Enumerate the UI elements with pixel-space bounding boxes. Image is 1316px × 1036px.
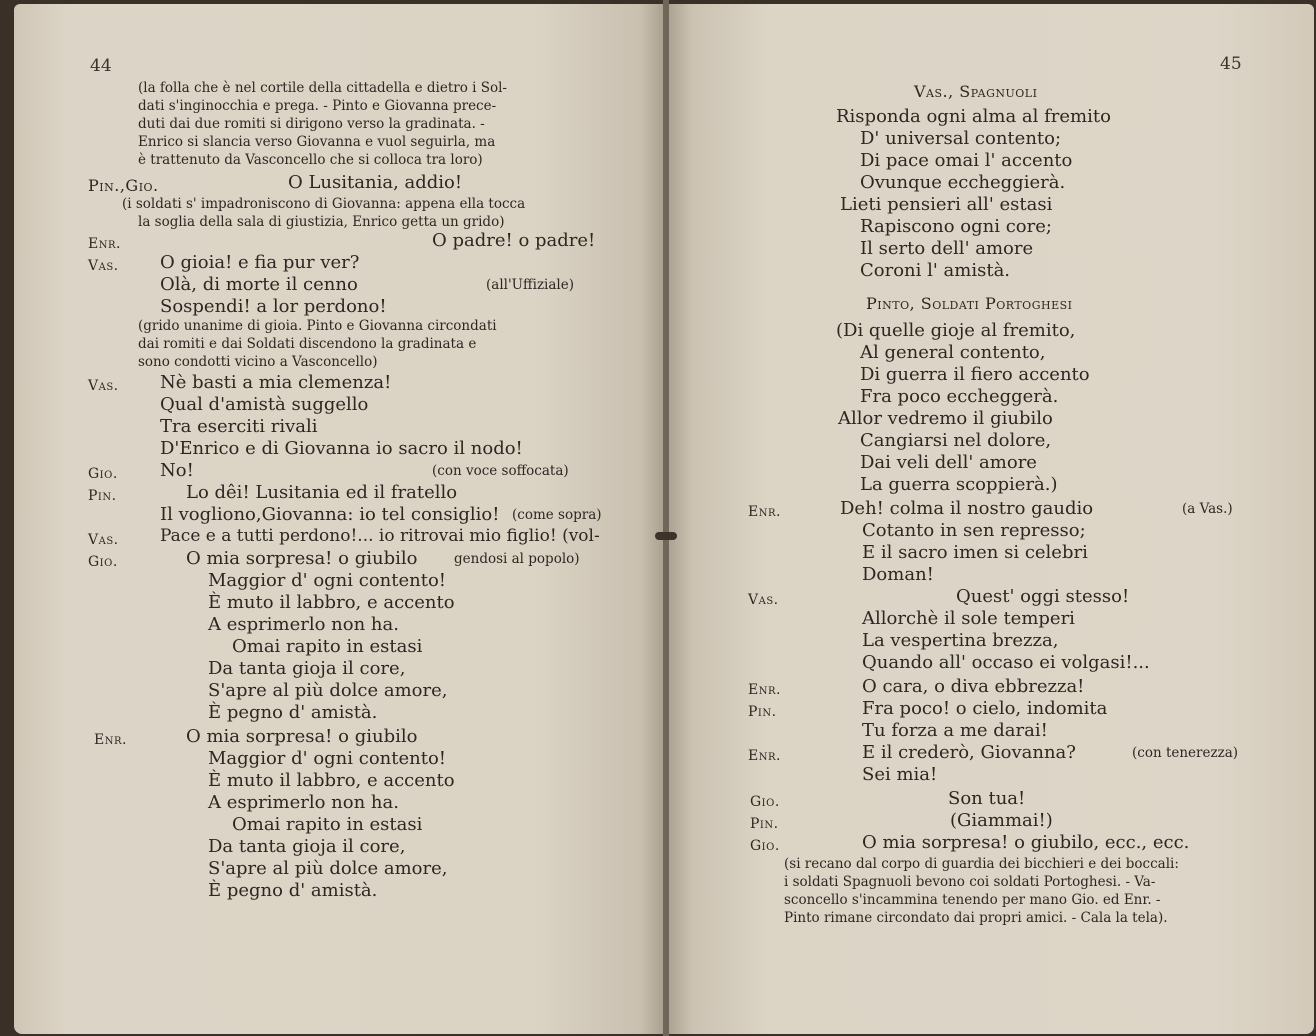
left-page — [14, 4, 666, 1034]
verse-line: Rapiscono ogni core; — [860, 216, 1052, 237]
stage-direction-line: Pinto rimane circondato dai propri amici. - Cala la tela). — [784, 910, 1168, 926]
verse-line: Pace e a tutti perdono!... io ritrovai mio figlio! (vol- — [160, 526, 600, 546]
verse-line: La vespertina brezza, — [862, 630, 1059, 651]
verse-line: Qual d'amistà suggello — [160, 394, 369, 415]
right-page — [666, 4, 1314, 1034]
speaker-label: Pin.,Gio. — [88, 176, 159, 195]
stage-direction-line: i soldati Spagnuoli bevono coi soldati Portoghesi. - Va- — [784, 874, 1156, 890]
verse-line: No! — [160, 460, 194, 481]
speaker-label: Enr. — [88, 236, 121, 252]
verse-line: Sospendi! a lor perdono! — [160, 296, 387, 317]
stage-note: (a Vas.) — [1182, 501, 1233, 517]
verse-line: Il vogliono,Giovanna: io tel consiglio! — [160, 504, 500, 525]
verse-line: Omai rapito in estasi — [232, 636, 423, 657]
verse-line: D' universal contento; — [860, 128, 1062, 149]
verse-line: O Lusitania, addio! — [288, 172, 463, 193]
verse-line: Al general contento, — [860, 342, 1046, 363]
verse-line: E il crederò, Giovanna? — [862, 742, 1076, 763]
verse-line: Fra poco! o cielo, indomita — [862, 698, 1108, 719]
stage-direction-line: Enrico si slancia verso Giovanna e vuol seguirla, ma — [138, 134, 496, 150]
verse-line: Maggior d' ogni contento! — [208, 748, 447, 769]
verse-line: Tra eserciti rivali — [160, 416, 318, 437]
verse-line: Doman! — [862, 564, 934, 585]
verse-line: Risponda ogni alma al fremito — [836, 106, 1111, 127]
binding-thread — [655, 532, 677, 540]
verse-line: Fra poco eccheggerà. — [860, 386, 1059, 407]
verse-line: A esprimerlo non ha. — [208, 792, 399, 813]
section-heading: Pinto, Soldati Portoghesi — [866, 294, 1073, 313]
stage-direction-line: sconcello s'incammina tenendo per mano Gio. ed Enr. - — [784, 892, 1161, 908]
verse-line: Quest' oggi stesso! — [956, 586, 1130, 607]
speaker-label: Vas. — [88, 258, 119, 274]
stage-direction-line: la soglia della sala di giustizia, Enrico getta un grido) — [138, 214, 505, 230]
verse-line: S'apre al più dolce amore, — [208, 858, 448, 879]
speaker-label: Enr. — [748, 504, 781, 520]
speaker-label: Pin. — [750, 816, 779, 832]
stage-note: (con voce soffocata) — [432, 463, 569, 479]
stage-direction-line: dai romiti e dai Soldati discendono la gradinata e — [138, 336, 477, 352]
stage-note: (all'Uffiziale) — [486, 277, 575, 293]
verse-line: Omai rapito in estasi — [232, 814, 423, 835]
stage-note: (con tenerezza) — [1132, 745, 1239, 761]
stage-direction-line: (la folla che è nel cortile della cittadella e dietro i Sol- — [138, 80, 507, 96]
verse-line: O mia sorpresa! o giubilo — [186, 548, 418, 569]
verse-line: È muto il labbro, e accento — [208, 770, 455, 791]
verse-line: Il serto dell' amore — [860, 238, 1034, 259]
verse-line: E il sacro imen si celebri — [862, 542, 1088, 563]
verse-line: Cotanto in sen represso; — [862, 520, 1086, 541]
verse-line: Coroni l' amistà. — [860, 260, 1011, 281]
verse-line: La guerra scoppierà.) — [860, 474, 1058, 495]
speaker-label: Pin. — [88, 488, 117, 504]
speaker-label: Vas. — [88, 378, 119, 394]
speaker-label: Enr. — [748, 748, 781, 764]
verse-line: È muto il labbro, e accento — [208, 592, 455, 613]
speaker-label: Gio. — [88, 466, 118, 482]
stage-direction-line: (si recano dal corpo di guardia dei bicchieri e dei boccali: — [784, 856, 1179, 872]
stage-direction-line: è trattenuto da Vasconcello che si colloca tra loro) — [138, 152, 483, 168]
verse-line: Dai veli dell' amore — [860, 452, 1037, 473]
page-number-left: 44 — [90, 56, 112, 76]
speaker-label: Enr. — [94, 732, 127, 748]
verse-line: Ovunque eccheggierà. — [860, 172, 1066, 193]
verse-line: A esprimerlo non ha. — [208, 614, 399, 635]
verse-line: È pegno d' amistà. — [208, 880, 378, 901]
verse-line: Da tanta gioja il core, — [208, 836, 406, 857]
verse-line: O mia sorpresa! o giubilo — [186, 726, 418, 747]
verse-line: Deh! colma il nostro gaudio — [840, 498, 1094, 519]
speaker-label: Vas. — [748, 592, 779, 608]
section-heading: Vas., Spagnuoli — [914, 82, 1038, 101]
verse-line: Lo dêi! Lusitania ed il fratello — [186, 482, 458, 503]
verse-line: Sei mia! — [862, 764, 938, 785]
verse-line: Da tanta gioja il core, — [208, 658, 406, 679]
stage-direction-line: duti dai due romiti si dirigono verso la gradinata. - — [138, 116, 485, 132]
verse-line: Di guerra il fiero accento — [860, 364, 1090, 385]
stage-direction-line: (i soldati s' impadroniscono di Giovanna: appena ella tocca — [122, 196, 526, 212]
verse-line: D'Enrico e di Giovanna io sacro il nodo! — [160, 438, 523, 459]
verse-line: Allorchè il sole temperi — [862, 608, 1075, 629]
stage-note: (come sopra) — [512, 507, 602, 523]
page-number-right: 45 — [1220, 54, 1242, 74]
verse-line: Nè basti a mia clemenza! — [160, 372, 392, 393]
verse-line: O gioia! e fia pur ver? — [160, 252, 360, 273]
verse-line: O mia sorpresa! o giubilo, ecc., ecc. — [862, 832, 1190, 853]
verse-line: Di pace omai l' accento — [860, 150, 1073, 171]
stage-note: gendosi al popolo) — [454, 551, 580, 567]
verse-line: Cangiarsi nel dolore, — [860, 430, 1052, 451]
verse-line: (Giammai!) — [950, 810, 1053, 831]
speaker-label: Gio. — [88, 554, 118, 570]
verse-line: Olà, di morte il cenno — [160, 274, 358, 295]
speaker-label: Enr. — [748, 682, 781, 698]
speaker-label: Vas. — [88, 532, 119, 548]
verse-line: Allor vedremo il giubilo — [838, 408, 1053, 429]
stage-direction-line: (grido unanime di gioia. Pinto e Giovanna circondati — [138, 318, 497, 334]
verse-line: (Di quelle gioje al fremito, — [836, 320, 1076, 341]
verse-line: È pegno d' amistà. — [208, 702, 378, 723]
speaker-label: Gio. — [750, 794, 780, 810]
verse-line: O padre! o padre! — [432, 230, 596, 251]
verse-line: Lieti pensieri all' estasi — [840, 194, 1053, 215]
verse-line: Quando all' occaso ei volgasi!... — [862, 652, 1150, 673]
verse-line: Maggior d' ogni contento! — [208, 570, 447, 591]
stage-direction-line: sono condotti vicino a Vasconcello) — [138, 354, 378, 370]
verse-line: S'apre al più dolce amore, — [208, 680, 448, 701]
verse-line: Tu forza a me darai! — [862, 720, 1048, 741]
verse-line: Son tua! — [948, 788, 1026, 809]
speaker-label: Gio. — [750, 838, 780, 854]
book-gutter — [663, 0, 669, 1036]
speaker-label: Pin. — [748, 704, 777, 720]
verse-line: O cara, o diva ebbrezza! — [862, 676, 1085, 697]
stage-direction-line: dati s'inginocchia e prega. - Pinto e Giovanna prece- — [138, 98, 497, 114]
